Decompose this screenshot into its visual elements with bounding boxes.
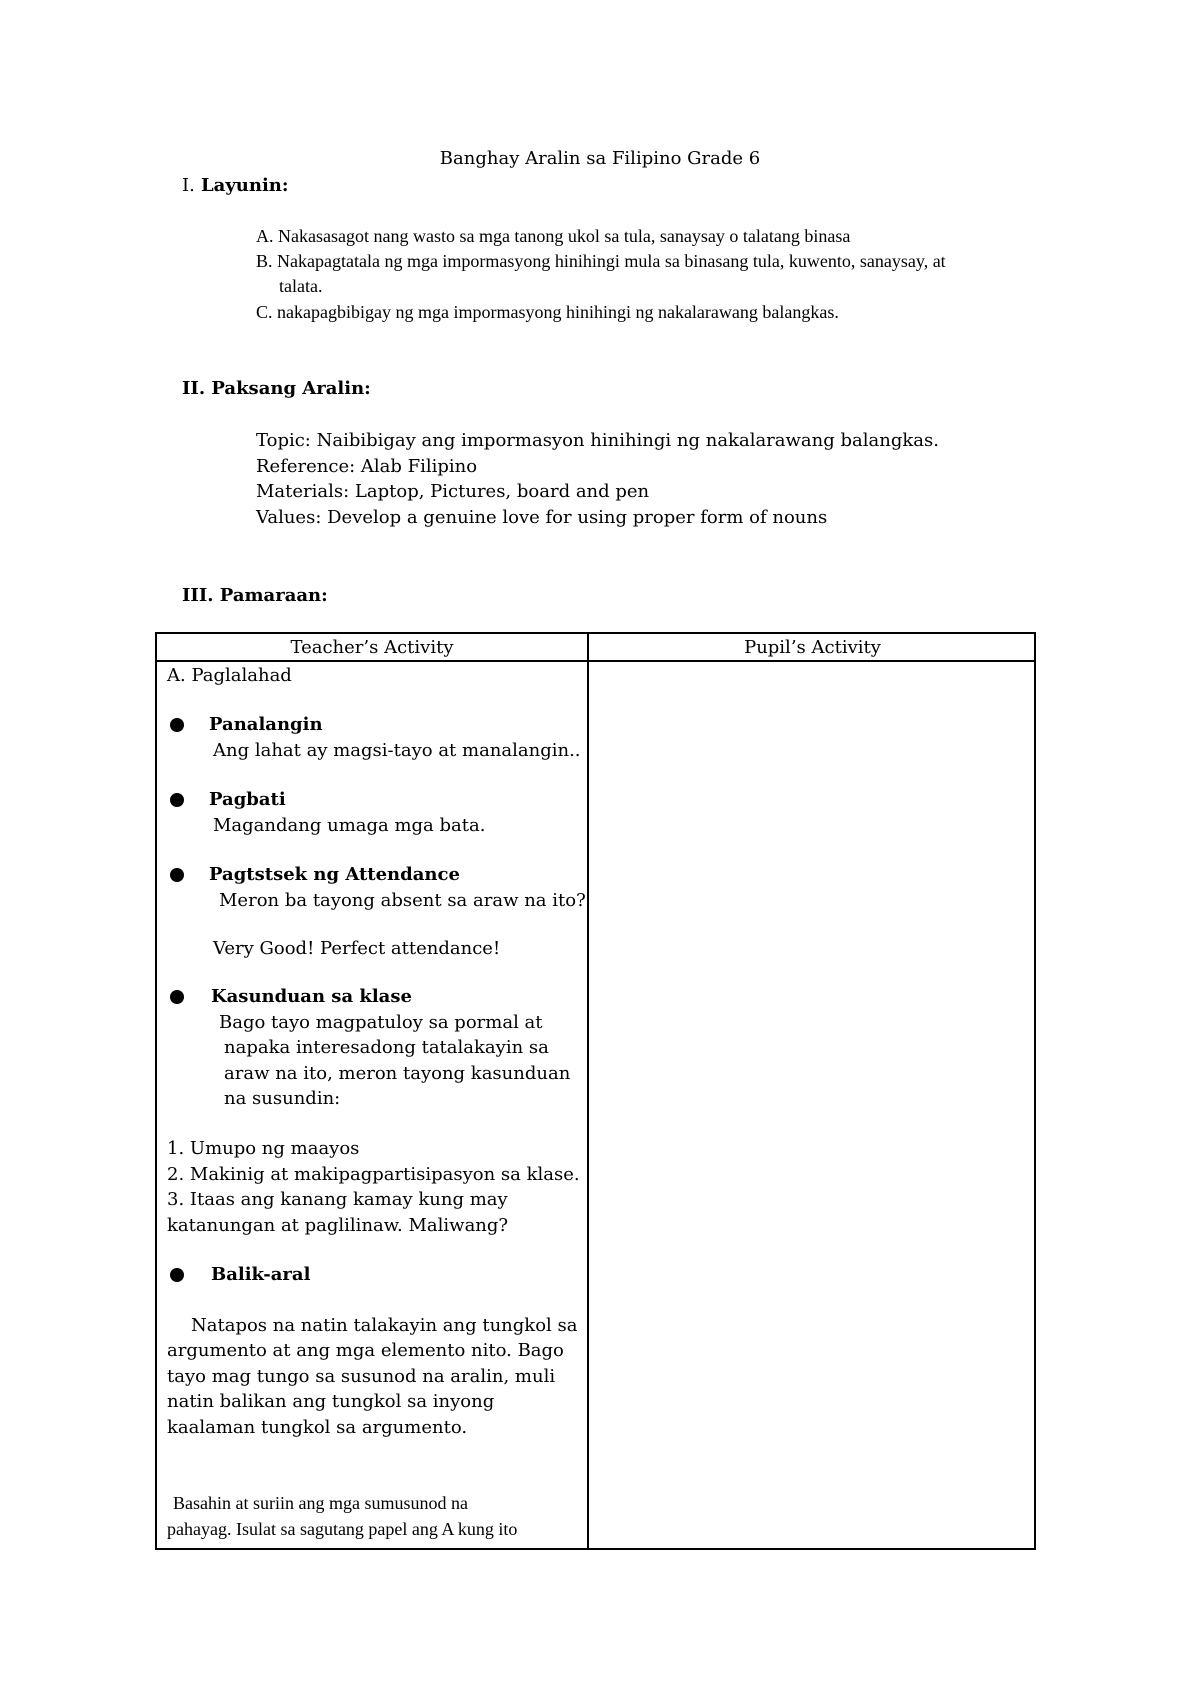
objective-a: A. Nakasasagot nang wasto sa mga tanong ukol sa tula, sanaysay o talatang binasa [256,226,851,246]
balikaral-line: kaalaman tungkol sa argumento. [167,1417,468,1438]
bullet-icon [170,868,184,882]
balikaral-line: tayo mag tungo sa susunod na aralin, muli [167,1366,556,1387]
header-pupil-activity: Pupil’s Activity [744,637,881,658]
rule-item: 3. Itaas ang kanang kamay kung may [167,1189,508,1210]
basahin-line: pahayag. Isulat sa sagutang papel ang A kung ito [167,1519,518,1539]
activity-table [155,632,1036,1550]
kasunduan-line: Bago tayo magpatuloy sa pormal at [219,1012,543,1033]
objective-b-cont: talata. [279,276,323,296]
rule-item: 2. Makinig at makipagpartisipasyon sa klase. [167,1164,580,1185]
column-divider [587,634,589,1548]
balikaral-line: argumento at ang mga elemento nito. Bago [167,1340,564,1361]
panalangin-text: Ang lahat ay magsi-tayo at manalangin.. [213,740,581,761]
panalangin-title: Panalangin [209,714,323,735]
bullet-icon [170,1268,184,1282]
balikaral-line: Natapos na natin talakayin ang tungkol sa [191,1315,578,1336]
rule-item: katanungan at paglilinaw. Maliwang? [167,1215,509,1236]
kasunduan-title: Kasunduan sa klase [211,986,412,1007]
materials-line: Materials: Laptop, Pictures, board and pen [256,481,650,502]
section-1-heading: Layunin: [201,175,289,196]
kasunduan-line: napaka interesadong tatalakayin sa [224,1037,549,1058]
values-line: Values: Develop a genuine love for using proper form of nouns [256,507,828,528]
rule-item: 1. Umupo ng maayos [167,1138,360,1159]
attendance-title: Pagtstsek ng Attendance [209,864,460,885]
balikaral-line: natin balikan ang tungkol sa inyong [167,1391,495,1412]
attendance-text: Meron ba tayong absent sa araw na ito? [219,890,586,911]
header-divider [157,660,1034,662]
kasunduan-line: na susundin: [224,1088,341,1109]
basahin-line: Basahin at suriin ang mga sumusunod na [173,1493,468,1513]
attendance-response: Very Good! Perfect attendance! [213,938,501,959]
header-teacher-activity: Teacher’s Activity [290,637,454,658]
page-title: Banghay Aralin sa Filipino Grade 6 [439,148,761,169]
section-3-heading: III. Pamaraan: [182,585,328,606]
pagbati-text: Magandang umaga mga bata. [213,815,486,836]
objective-b: B. Nakapagtatala ng mga impormasyong hinihingi mula sa binasang tula, kuwento, sanaysay, at [256,251,946,271]
topic-line: Topic: Naibibigay ang impormasyon hinihingi ng nakalarawang balangkas. [256,430,939,451]
balikaral-title: Balik-aral [211,1264,311,1285]
kasunduan-line: araw na ito, meron tayong kasunduan [224,1063,571,1084]
bullet-icon [170,793,184,807]
pagbati-title: Pagbati [209,789,286,810]
bullet-icon [170,718,184,732]
bullet-icon [170,990,184,1004]
reference-line: Reference: Alab Filipino [256,456,478,477]
section-1-numeral: I. [182,175,195,196]
objective-c: C. nakapagbibigay ng mga impormasyong hinihingi ng nakalarawang balangkas. [256,302,839,322]
section-2-heading: II. Paksang Aralin: [182,378,371,399]
subheading-paglalahad: A. Paglalahad [167,665,292,686]
